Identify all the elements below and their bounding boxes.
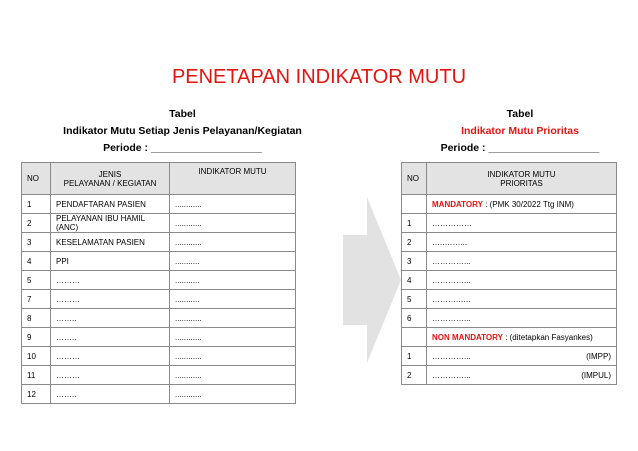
table-row xyxy=(22,252,296,271)
row-code: (IMPP) xyxy=(586,351,611,361)
row-number: 3 xyxy=(22,233,51,252)
row-number: 2 xyxy=(402,366,427,385)
left-heading-period: Periode : ___________________ xyxy=(103,142,262,154)
left-table-header-row xyxy=(22,163,296,195)
non-mandatory-section-cell xyxy=(427,328,617,347)
mandatory-row xyxy=(402,271,617,290)
row-code: (IMPUL) xyxy=(581,370,611,380)
row-indikator: ........... xyxy=(170,290,296,309)
row-number: 5 xyxy=(402,290,427,309)
non-mandatory-no-cell xyxy=(402,328,427,347)
row-value: …………... xyxy=(427,309,617,328)
row-number: 12 xyxy=(22,385,51,404)
row-jenis: ……… xyxy=(51,271,170,290)
left-heading-line1: Tabel xyxy=(169,108,196,120)
row-jenis: ……… xyxy=(51,347,170,366)
row-jenis: ……… xyxy=(51,290,170,309)
row-jenis: …….. xyxy=(51,385,170,404)
row-value: …..……... xyxy=(427,233,617,252)
row-indikator: ............ xyxy=(170,347,296,366)
row-value: …………… xyxy=(427,214,617,233)
page-title: PENETAPAN INDIKATOR MUTU xyxy=(171,66,467,88)
table-row xyxy=(22,385,296,404)
arrow-right-icon xyxy=(343,197,401,363)
non-mandatory-row xyxy=(402,366,617,385)
row-number: 9 xyxy=(22,328,51,347)
mandatory-no-cell xyxy=(402,195,427,214)
row-value: ………..…. xyxy=(427,290,617,309)
row-number: 6 xyxy=(402,309,427,328)
row-jenis: …….. xyxy=(51,309,170,328)
table-row xyxy=(22,290,296,309)
row-indikator: ........... xyxy=(170,271,296,290)
right-col-indikator-header-line2: PRIORITAS xyxy=(500,178,543,188)
left-col-jenis-header-line1: JENIS xyxy=(98,169,122,179)
row-value: …………... xyxy=(432,370,471,380)
table-row xyxy=(22,214,296,233)
row-number: 3 xyxy=(402,252,427,271)
left-heading-line2: Indikator Mutu Setiap Jenis Pelayanan/Kegiatan xyxy=(63,125,302,137)
left-col-no-header: NO xyxy=(22,163,51,195)
non-mandatory-note: : (ditetapkan Fasyankes) xyxy=(502,332,593,342)
row-number: 5 xyxy=(22,271,51,290)
row-value: …………... xyxy=(427,252,617,271)
right-heading-line2: Indikator Mutu Prioritas xyxy=(461,125,579,137)
left-table-heading xyxy=(40,106,325,157)
row-indikator: ............ xyxy=(170,214,296,233)
table-row xyxy=(22,195,296,214)
table-row xyxy=(22,328,296,347)
row-number: 2 xyxy=(22,214,51,233)
row-jenis: PPI xyxy=(51,252,170,271)
right-heading-period: Periode : ___________________ xyxy=(440,142,600,154)
row-indikator: ............ xyxy=(170,309,296,328)
table-row xyxy=(22,347,296,366)
mandatory-row xyxy=(402,252,617,271)
row-value: …………... xyxy=(427,271,617,290)
non-mandatory-section-row xyxy=(402,328,617,347)
row-jenis: …….. xyxy=(51,328,170,347)
row-number: 10 xyxy=(22,347,51,366)
row-jenis: PELAYANAN IBU HAMIL (ANC) xyxy=(51,214,170,233)
row-indikator: ............ xyxy=(170,328,296,347)
mandatory-section-cell xyxy=(427,195,617,214)
row-indikator: ............ xyxy=(170,385,296,404)
left-indicator-table xyxy=(21,162,296,404)
non-mandatory-label: NON MANDATORY xyxy=(432,332,503,342)
row-indikator: ............ xyxy=(170,233,296,252)
right-table-header-row xyxy=(402,163,617,195)
row-value-cell xyxy=(427,366,617,385)
mandatory-section-row xyxy=(402,195,617,214)
row-number: 1 xyxy=(402,214,427,233)
row-number: 1 xyxy=(402,347,427,366)
row-number: 4 xyxy=(402,271,427,290)
non-mandatory-row xyxy=(402,347,617,366)
row-jenis: PENDAFTARAN PASIEN xyxy=(51,195,170,214)
table-row xyxy=(22,366,296,385)
row-number: 4 xyxy=(22,252,51,271)
right-col-no-header: NO xyxy=(402,163,427,195)
left-col-jenis-header-line2: PELAYANAN / KEGIATAN xyxy=(63,178,157,188)
row-number: 7 xyxy=(22,290,51,309)
mandatory-row xyxy=(402,214,617,233)
row-number: 8 xyxy=(22,309,51,328)
mandatory-note: : (PMK 30/2022 Ttg INM) xyxy=(482,199,574,209)
table-row xyxy=(22,271,296,290)
mandatory-row xyxy=(402,309,617,328)
right-heading-line1: Tabel xyxy=(506,108,534,120)
mandatory-label: MANDATORY xyxy=(432,199,483,209)
right-col-indikator-header xyxy=(427,163,617,195)
row-number: 1 xyxy=(22,195,51,214)
row-number: 11 xyxy=(22,366,51,385)
row-value-cell xyxy=(427,347,617,366)
row-indikator: ........... xyxy=(170,252,296,271)
row-jenis: KESELAMATAN PASIEN xyxy=(51,233,170,252)
left-col-jenis-header xyxy=(51,163,170,195)
mandatory-row xyxy=(402,290,617,309)
left-col-indikator-header: INDIKATOR MUTU xyxy=(170,163,296,195)
row-indikator: ............ xyxy=(170,366,296,385)
row-number: 2 xyxy=(402,233,427,252)
table-row xyxy=(22,233,296,252)
row-jenis: ……… xyxy=(51,366,170,385)
mandatory-row xyxy=(402,233,617,252)
table-row xyxy=(22,309,296,328)
right-priority-table xyxy=(401,162,617,385)
row-indikator: ............ xyxy=(170,195,296,214)
right-col-indikator-header-line1: INDIKATOR MUTU xyxy=(487,169,556,179)
right-table-heading xyxy=(410,106,630,157)
row-value: …………... xyxy=(432,351,471,361)
